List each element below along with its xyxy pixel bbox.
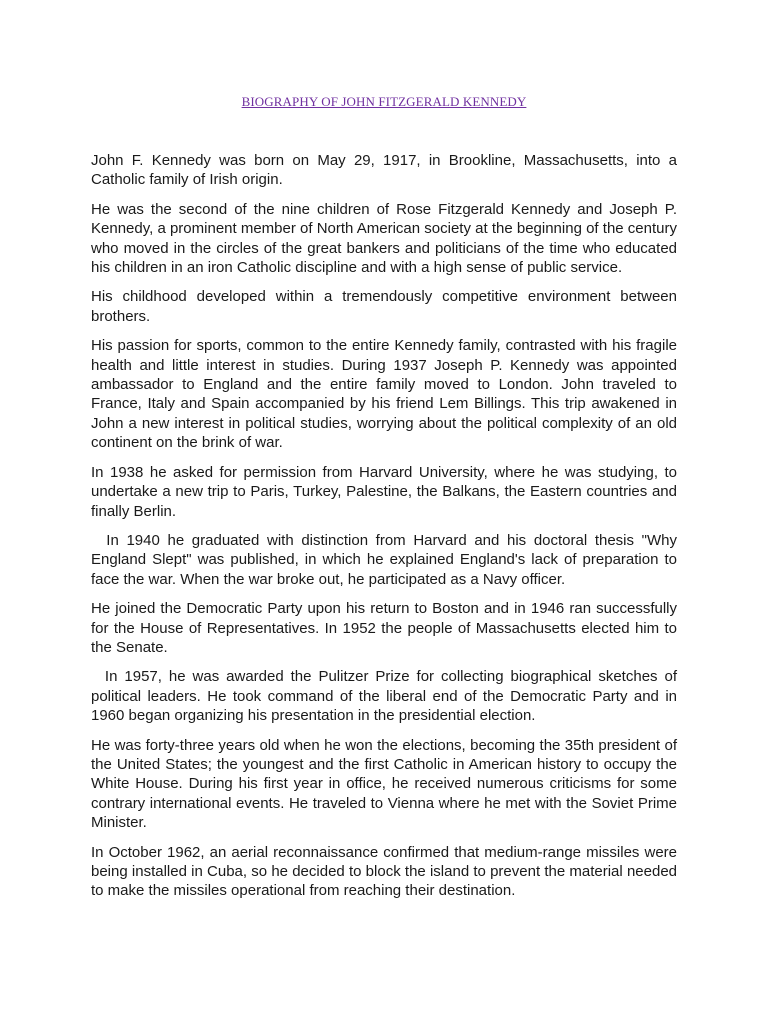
paragraph-family: He was the second of the nine children of Rose Fitzgerald Kennedy and Joseph P. Kennedy, a prominent member of North American society at the beginning of the century who moved in the circles of the great bankers and politicians of the time who educated his children in an iron Catholic discipline and with a high sense of public service. — [91, 200, 682, 277]
paragraph-democratic-party: He joined the Democratic Party upon his return to Boston and in 1946 ran successfully for the House of Representatives. In 1952 the people of Massachusetts elected him to the Senate. — [91, 600, 682, 656]
paragraph-cuba: In October 1962, an aerial reconnaissance confirmed that medium-range missiles were being installed in Cuba, so he decided to block the island to prevent the material needed to make the missiles operational from reaching their destination. — [91, 843, 682, 900]
paragraph-sports-travel: His passion for sports, common to the entire Kennedy family, contrasted with his fragile health and little interest in studies. During 1937 Joseph P. Kennedy was appointed ambassador to England and the entire family moved to London. John traveled to France, Italy and Spain accompanied by his friend Lem Billings. This trip awakened in John a new interest in political studies, worrying about the political complexity of an old continent on the brink of war. — [91, 337, 682, 452]
paragraph-harvard-trip: In 1938 he asked for permission from Harvard University, where he was studying, to undertake a new trip to Paris, Turkey, Palestine, the Balkans, the Eastern countries and finally Berlin. — [91, 463, 682, 520]
paragraph-presidency: He was forty-three years old when he won the elections, becoming the 35th president of the United States; the youngest and the first Catholic in American history to occupy the White House. During his first year in office, he received numerous criticisms for some contrary international events. He traveled to Vienna where he met with the Soviet Prime Minister. — [91, 736, 682, 832]
paragraph-birth: John F. Kennedy was born on May 29, 1917, in Brookline, Massachusetts, into a Catholic family of Irish origin. — [91, 152, 682, 189]
paragraph-graduation: In 1940 he graduated with distinction from Harvard and his doctoral thesis "Why England Slept" was published, in which he explained England's lack of preparation to face the war. When the war broke out, he participated as a Navy officer. — [91, 531, 682, 588]
document-title: BIOGRAPHY OF JOHN FITZGERALD KENNEDY — [241, 94, 527, 109]
document-body — [91, 151, 682, 911]
paragraph-pulitzer: In 1957, he was awarded the Pulitzer Prize for collecting biographical sketches of political leaders. He took command of the liberal end of the Democratic Party and in 1960 began organizing his presentation in the presidential election. — [91, 668, 682, 725]
paragraph-childhood: His childhood developed within a tremendously competitive environment between brothers. — [91, 288, 682, 325]
